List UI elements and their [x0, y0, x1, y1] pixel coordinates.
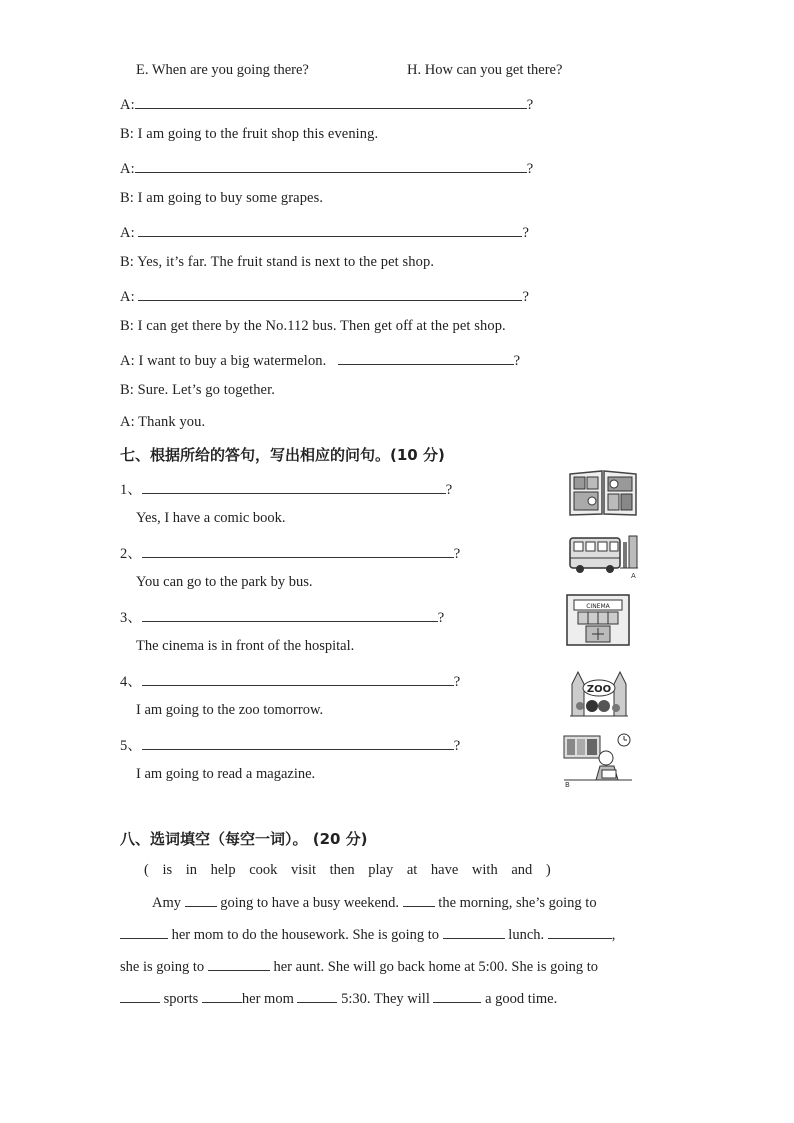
dialogue-line-7: A: ?: [120, 286, 529, 306]
cloze-blank[interactable]: [433, 989, 481, 1003]
comic-book-picture: [568, 468, 638, 518]
section8-heading: 八、选词填空（每空一词）。 (20 分): [120, 830, 368, 848]
question-4: 4、 ?: [120, 670, 460, 691]
dialogue-line-5: A: ?: [120, 222, 529, 242]
dialogue-line-11: A: Thank you.: [120, 414, 206, 430]
dialogue-line-10: B: Sure. Let’s go together.: [120, 382, 275, 398]
question-blank[interactable]: [142, 607, 438, 622]
answer-4: I am going to the zoo tomorrow.: [136, 702, 324, 718]
answer-blank[interactable]: [338, 350, 514, 365]
cloze-blank[interactable]: [120, 989, 160, 1003]
bus-picture: [568, 532, 640, 580]
dialogue-line-8: B: I can get there by the No.112 bus. Then get off at the pet shop.: [120, 318, 506, 334]
zoo-sign: ZOO: [586, 684, 612, 695]
answer-blank[interactable]: [138, 222, 522, 237]
dialogue-line-9: A: I want to buy a big watermelon. ?: [120, 350, 520, 370]
cinema-picture: [566, 594, 630, 646]
cloze-blank[interactable]: [185, 893, 217, 907]
bus-letter: A: [631, 572, 636, 580]
answer-2: You can go to the park by bus.: [136, 574, 313, 590]
question-5: 5、 ?: [120, 734, 460, 755]
answer-1: Yes, I have a comic book.: [136, 510, 286, 526]
question-3: 3、 ?: [120, 606, 444, 627]
word-bank: ( is in help cook visit then play at have with and ): [144, 862, 551, 878]
magazine-picture: [562, 730, 634, 788]
magazine-letter: B: [565, 781, 570, 788]
question-2: 2、 ?: [120, 542, 460, 563]
cloze-line-4: sports her mom 5:30. They will a good time.: [120, 983, 675, 1015]
answer-blank[interactable]: [138, 286, 522, 301]
zoo-picture: [566, 664, 632, 720]
cloze-blank[interactable]: [120, 925, 168, 939]
question-blank[interactable]: [142, 671, 454, 686]
cloze-blank[interactable]: [297, 989, 337, 1003]
answer-blank[interactable]: [135, 94, 527, 109]
answer-5: I am going to read a magazine.: [136, 766, 316, 782]
cloze-blank[interactable]: [403, 893, 435, 907]
dialogue-line-2: B: I am going to the fruit shop this evening.: [120, 126, 379, 142]
cloze-blank[interactable]: [548, 925, 612, 939]
cloze-line-3: she is going to her aunt. She will go back home at 5:00. She is going to: [120, 959, 599, 975]
dialogue-line-3: A: ?: [120, 158, 533, 178]
answer-3: The cinema is in front of the hospital.: [136, 638, 355, 654]
section7-heading: 七、根据所给的答句，写出相应的问句。(10 分): [120, 446, 445, 464]
question-blank[interactable]: [142, 543, 454, 558]
cloze-paragraph: [120, 887, 675, 1015]
cloze-line-1: Amy going to have a busy weekend. the morning, she’s going to: [152, 895, 597, 911]
dialogue-line-6: B: Yes, it’s far. The fruit stand is next to the pet shop.: [120, 254, 435, 270]
answer-blank[interactable]: [135, 158, 527, 173]
cloze-line-2: her mom to do the housework. She is going to lunch. ,: [120, 919, 675, 951]
dialogue-line-1: A: ?: [120, 94, 533, 114]
cloze-blank[interactable]: [208, 957, 270, 971]
cloze-blank[interactable]: [443, 925, 505, 939]
question-blank[interactable]: [142, 479, 446, 494]
dialogue-line-4: B: I am going to buy some grapes.: [120, 190, 324, 206]
question-1: 1、 ?: [120, 478, 452, 499]
option-e: E. When are you going there?: [136, 62, 309, 78]
cinema-sign: CINEMA: [586, 603, 610, 610]
option-h: H. How can you get there?: [407, 62, 563, 78]
question-blank[interactable]: [142, 735, 454, 750]
cloze-blank[interactable]: [202, 989, 242, 1003]
